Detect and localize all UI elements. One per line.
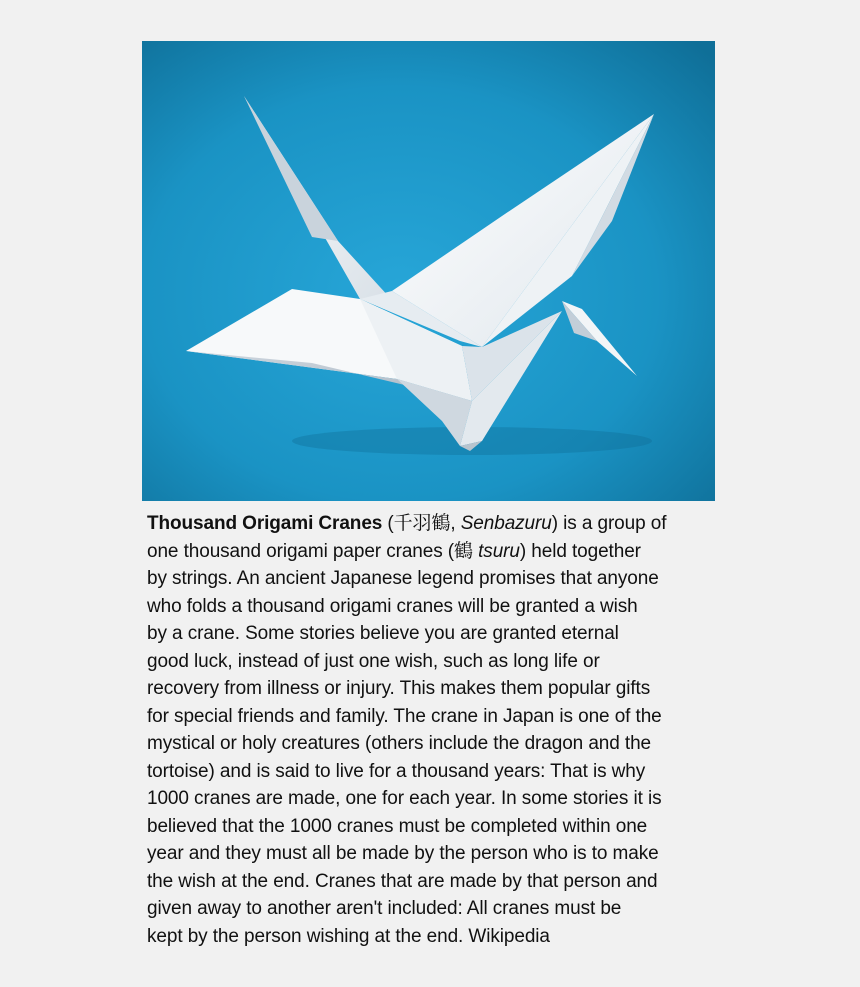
romaji-text: Senbazuru — [460, 513, 552, 534]
caption-line — [147, 510, 732, 538]
caption-line: given away to another aren't included: All cranes must be — [147, 898, 622, 919]
romaji-text: tsuru — [478, 540, 520, 562]
caption-line: recovery from illness or injury. This makes them popular gifts — [147, 678, 651, 699]
caption-line: tortoise) and is said to live for a thousand years: That is why — [147, 760, 646, 782]
caption-line: by strings. An ancient Japanese legend promises that anyone — [147, 568, 659, 589]
origami-crane-icon — [142, 41, 715, 501]
caption-line: 1000 cranes are made, one for each year. In some stories it is — [147, 788, 662, 809]
caption-line: the wish at the end. Cranes that are made by that person and — [147, 870, 658, 892]
caption-text: ) is a group of — [551, 513, 667, 534]
caption-line: by a crane. Some stories believe you are granted eternal — [147, 623, 619, 644]
caption-line: year and they must all be made by the person who is to make — [147, 843, 659, 864]
punctuation: ( — [382, 513, 394, 534]
caption-line: good luck, instead of just one wish, such as long life or — [147, 650, 600, 672]
caption-text: ) held together — [519, 540, 641, 562]
punctuation: , — [450, 513, 461, 534]
caption-line: for special friends and family. The crane in Japan is one of the — [147, 705, 662, 727]
caption-line: who folds a thousand origami cranes will be granted a wish — [147, 595, 638, 617]
caption-line: believed that the 1000 cranes must be completed within one — [147, 815, 648, 837]
caption-text: one thousand origami paper cranes ( — [147, 540, 455, 562]
kanji-text: 鶴 — [454, 540, 473, 562]
caption-line: kept by the person wishing at the end. Wikipedia — [147, 925, 550, 947]
article-title: Thousand Origami Cranes — [147, 513, 383, 534]
caption-line: mystical or holy creatures (others include the dragon and the — [147, 733, 652, 754]
origami-crane-photo — [142, 41, 715, 501]
kanji-text: 千羽鶴 — [393, 513, 451, 534]
article-caption — [147, 510, 732, 950]
caption-line — [147, 538, 732, 566]
